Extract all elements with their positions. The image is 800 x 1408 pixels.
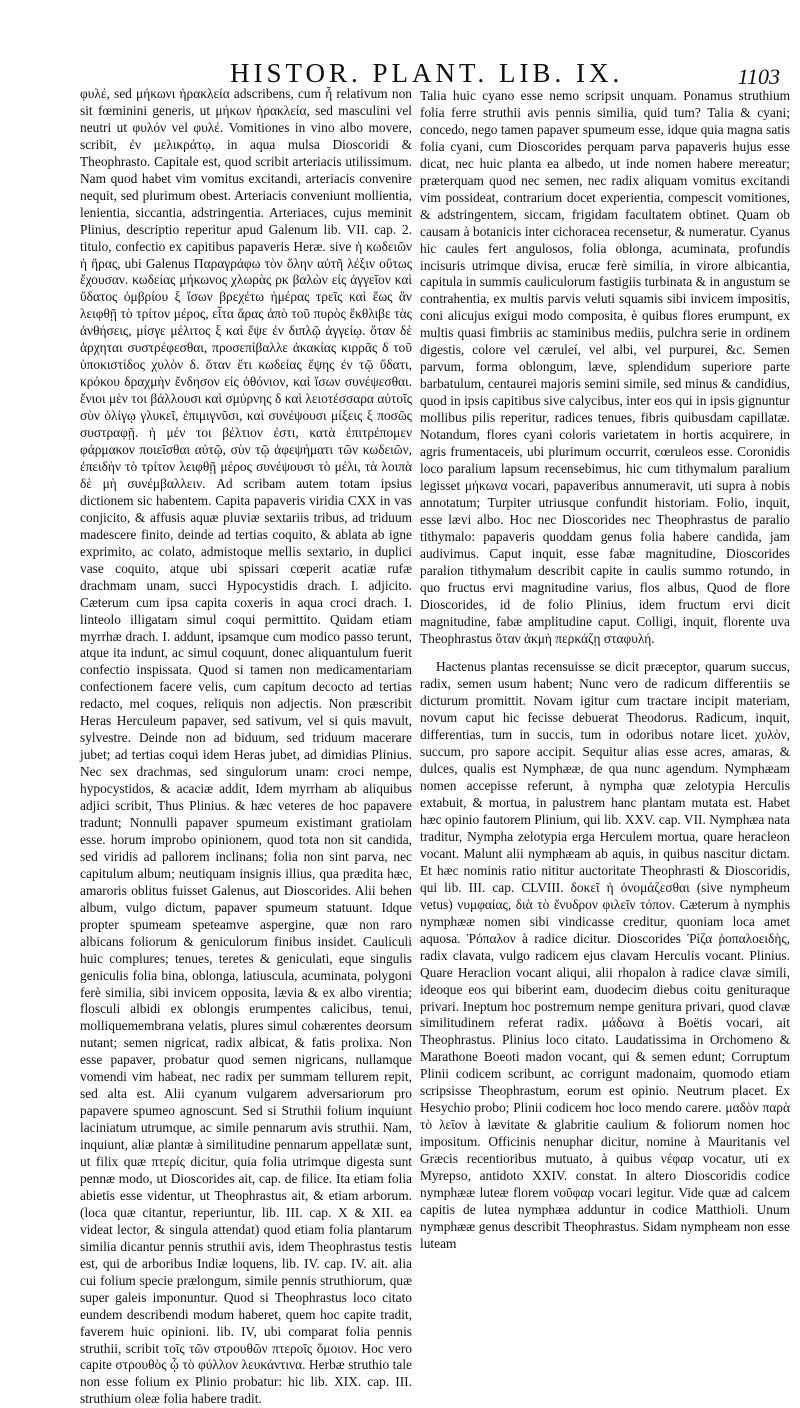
page-number: 1103 [737, 64, 780, 89]
right-paragraph: Talia huic cyano esse nemo scripsit unquam. Ponamus struthium folia ferre struthii avis pennis similia, quid tum? Talia & cyani; concedo, nego tamen papaver spumeum esse, idque quia magna satis folia cyani, cum Dioscorides perquam parva papaveris hujus esse dicat, nec huic planta ea albedo, ut inde nomen habere mereatur; præterquam quod nec semen, nec radix aliquam vomitus excitandi vim possideat, contrarium docet experientia, compescit vomitiones, & adstringentem, siccam, frigidam facultatem obtinet. Quam ob causam à botanicis inter cichoracea recensetur, & numeratur. Cyanus hic caules fert angulosos, folia oblonga, acuminata, profundis incisuris utrimque divisa, erucæ ferè similia, in virore albicantia, capitula in summis cauliculorum fastigiis turbinata & in angustum se contrahentia, ex multis parvis veluti squamis sibi invicem impositis, coni alicujus exigui modo composita, è quibus flores erumpunt, ex multis quasi fimbriis ac staminibus mediis, pulchra serie in ordinem digestis, colore vel cæruleí, vel albi, vel purpurei, &c. Semen parvum, forma oblongum, læve, splendidum superiore parte barbatulum, centaurei majoris semini simile, sed minus & candidius, quod in ipsis capitibus sive calycibus, inter eos qui in ipsis gignuntur mollibus pilis reperitur, radices tenues, fibris quibusdam capillatæ. Notandum, flores cyani coloris varietatem in hortis acquirere, in agris frumentaceis, ubi plurimum occurrit, cœruleos esse. Coronidis loco paralium lapsum recensebimus, hic cum tithymalum paralium legisset μήκωνα vocari, papaveribus annumeravit, uti supra à nobis annotatum; Turpiter utriusque confundit historiam. Folio, inquit, esse lævi albo. Hoc nec Dioscorides nec Theophrastus de paralio tithymalo: papaveris quoddam genus folia habere candida, jam audivimus. Caput inquit, esse fabæ magnitudine, Dioscorides paralion tithymalum describit capite in caulis summo rotundo, in quo fructus ervi magnitudine varius, flos albus, Quod de flore Dioscorides, id de folio Plinius, idem fructum ervi dicit magnitudine, fabæ amplitudine caput. Colligi, inquit, florente uva Theophrastus ὅταν ἀκμὴ περκάζῃ σταφυλή. [420, 88, 790, 646]
right-paragraph: Hactenus plantas recensuisse se dicit præceptor, quarum succus, radix, semen usum habent; Nunc vero de radicum differentiis se dicturum promittit. Novam igitur cum tractare incipit materiam, novum caput hic fecisse debuerat Theodorus. Radicum, inquit, differentias, tum in succis, tum in odoribus notare licet. χυλὸν, succum, pro sapore accipit. Sequitur alias esse acres, amaras, & dulces, qualis est Nymphææ, de qua nunc agendum. Nymphæam nomen accepisse referunt, à nympha quæ zelotypia Herculis extabuit, & mortua, in palustrem hanc plantam mutata est. Habet hæc opinio fautorem Plinium, qui lib. XXV. cap. VII. Nymphæa nata traditur, Nympha zelotypia erga Herculem mortua, quare heracleon vocant. Malunt alii nymphæam ab aquis, in quibus nascitur dictam. Et hæc nominis ratio nititur auctoritate Theophrasti & Dioscoridis, qui lib. III. cap. CLVIII. δοκεῖ ἡ ὀνομάζεσθαι (sive nympheum vetus) νυμφαίας, διὰ τὸ ἔνυδρον φιλεῖν τόπον. Cæterum à nymphis nymphææ nomen sibi vindicasse creditur, quoniam loca amet aquosa. Ῥόπαλον à radice dicitur. Dioscorides Ῥίζα ῥοπαλοειδὴς, radix clavata, vulgo radicem ejus clavam Herculis vocant. Plinius. Quare Heraclion vocant aliqui, alii rhopalon à radice clavæ simili, ideoque eos qui biberint eam, duodecim diebus coitu genituraque privari. Ineptum hoc postremum nempe genitura privari, quod clavæ similitudinem referat radix. μάδωνα à Boëtis vocari, ait Theophrastus. Plinius loco citato. Laudatissima in Orchomeno & Marathone Boeoti madon vocant, qui & semen edunt; Corruptum Plinii codicem scribunt, ac corrigunt madonaim, quomodo etiam scripsisse Theophrastum, eorum est opinio. Neutrum placet. Ex Hesychio probo; Plinii codicem hoc loco mendo carere. μαδὸν παρὰ τὸ λεῖον à lævitate & glabritie caulium & foliorum nomen hoc impositum. Officinis nenuphar dicitur, nomine à Mauritanis vel Græcis recentioribus mutuato, à quibus νέφαρ vocatur, uti ex Myrepso, antidoto XXIV. constat. In altero Dioscoridis codice nymphææ luteæ florem νοῦφαρ vocari legitur. Vide quæ ad calcem capitis de lutea nymphæa adduntur in codice Matthioli. Unum nymphææ genus describit Theophrastus. Sidam nympheam non esse luteam [420, 659, 790, 1251]
left-paragraph: φυλέ, sed μήκωνι ἡρακλεία adscribens, cum ἧ relativum non sit fœminini generis, ut μήκων ἡρακλεία, sed masculini vel neutri ut φυλόν vel φυλέ. Vomitiones in vino albo movere, scribit, ἐν μελικράτῳ, in aqua mulsa Dioscoridi & Theophrasto. Capitale est, quod scribit arteriacis utilissimum. Nam quod habet vim vomitus excitandi, arteriacis convenire nequit, sed plurimum obest. Arteriacis conveniunt mollientia, lenientia, siccantia, adstringentia. Arteriaces, cujus meminit Plinius, descriptio reperitur apud Galenum lib. VII. cap. 2. titulo, confectio ex capitibus papaveris Heræ. sive ἡ κωδειῶν ἡ ἥρας, ubi Galenus Παραγράφω τὸν ὅλην αὐτῆ λέξιν οὕτως ἔχουσαν. κωδείας μήκωνος χλωρὰς ρκ βαλὼν εἰς ἀγγεῖον καὶ ὕδατος ὀμβρίου ξ ἴσων βρεχέτω ἡμέρας τρεῖς καὶ ἕως ἂν λειφθῇ τὸ τρίτον μέρος, εἶτα ἄρας ἀπὸ τοῦ πυρὸς ἔκθλιβε τὰς ἀνθήσεις, μίσγε μέλιτος ξ καὶ ἕψε ἐν διπλῷ ἀγγείῳ. ὅταν δὲ ἀρχηται συστρέφεσθαι, προσεπίβαλλε ἀκακίας κιρρᾶς δ τοῦ ὑποκιστίδος χυλὸν δ. ὅταν ἔτι κωδείας ἕψης ἐν τῷ ὕδατι, κρόκου δραχμὴν ἔνδησον εἰς ὀθόνιον, καὶ ἴσων συνέψεσθαι. ἔνιοι μὲν τοι βάλλουσι καὶ σμύρνης δ καὶ λειοτέσσαρα αὐτοῖς σὺν ὀλίγῳ γλυκεῖ, ἐπιμιγνῦσι, καὶ συνέψουσι μίξεις ξ ποσῶς συστραφῇ. ἡ μέν τοι βέλτιον ἐστι, κατὰ ἐπιτρέπομεν φάρμακον ποιεῖσθαι αὐτῷ, σὺν τῷ ἀφεψήματι τῶν κωδειῶν, ἐπειδὴν τὸ τρίτον λειφθῇ μέρος συνέψουσι τὸ μέλι, τὰ λοιπὰ δὲ μὴ συνέμβαλλειν. Ad scribam autem totam ipsius dictionem sic habentem. Capita papaveris viridia CXX in vas conjicito, & affusis aquæ pluviæ sextariis tribus, ad triduum madescere finito, deinde ad tertias coquito, & ablata ab igne exprimito, ac colato, admistoque mellis sextario, in duplici vase coquito, atque ubi spissari cœperit acatiæ rufæ drachmam unam, succi Hypocystidis drach. I. adjicito. Cæterum cum ipsa capita coxeris in aqua croci drach. I. linteolo illigatam simul coqui permittito. Quidam etiam myrrhæ drach. I. addunt, ipsamque cum modico passo terunt, atque ita indunt, ac simul coquunt, donec aliquantulum fuerit confectio inspissata. Quod si tamen non medicamentariam confectionem facere velis, cum capitum decocto ad tertias redacto, mel coques, reliquis non adjectis. Non præscribit Heras Herculeum papaver, sed sativum, vel si quis mavult, sylvestre. Deinde non ad biduum, sed triduum macerare jubet; ad tertias coqui idem Heras jubet, ad dimidias Plinius. Nec sex drachmas, sed singulorum unam: croci nempe, hypocystidos, & acaciæ addit, Idem myrrham ab aliquibus adjici scribit, Thus Plinius. & hæc veteres de hoc papavere tradunt; Nonnulli papaver spumeum existimant gratiolam esse. horum improbo opinionem, quod tota non sit candida, sed viridis ad pallorem inclinans; folia non sint parva, nec capitulum album; neutiquam insignis illius, qua prædita hæc, amaroris oblitus fuisset Galenus, aut Dioscorides. Alii behen album, vulgo dictum, papaver spumeum statuunt. Idque propter spumeam speteamve aspergine, quæ non raro albicans foliorum & geniculorum finibus insidet. Cauliculi huic complures; tenues, teretes & geniculati, eque singulis geniculis folia bina, oblonga, latiuscula, acuminata, polygoni ferè similia, sibi invicem opposita, lævia & ex albo virentia; flosculi albidi ex oblongis erumpentes calicibus, tenui, molliquemembrana velatis, plures simul cohærentes deorsum nutant; semen nigricat, radix albicat, & fatis prolixa. Non esse papaver, probatur quod semen nigricans, nullamque vomendi vim habeat, nec radix per summam tellurem repit, sed alta est. Alii cyanum vulgarem adversariorum pro papavere spumeo agnoscunt. Sed si Struthii folium inquiunt laciniatum utrumque, ac simile pennarum avis struthii. Nam, inquiunt, aliæ plantæ à similitudine pennarum appellatæ sunt, ut filix quæ πτερίς dicitur, quia folia utrimque digesta sunt pennæ modo, ut Dioscorides ait, cap. de filice. Ita etiam folia abietis esse videntur, ut Theophrastus ait, & etiam arborum. (loca quæ citantur, reperiuntur, lib. III. cap. X & XII. ea videat lector, & singula attendat) quod etiam folia plantarum similia dicantur pennis struthii avis, idem Theophrastus testis est, qui de arboribus Indiæ loquens, lib. IV. cap. IV. ait. alia cui folium specie prælongum, simile pennis struthiorum, quæ super galeis imponuntur. Quod si Theophrastus loco citato eundem describendi modum haberet, quem hoc capite tradit, faverem huic opinioni. lib. IV, ubi comparat folia pennis struthii, scribit τοῖς τῶν στρουθῶν πτεροῖς ὅμοιον. Hoc vero capite στρουθὸς ᾧ τὸ φύλλον λευκάντινα. Herbæ struthio tale non esse folium ex Plinio probatur: hic lib. XIX. cap. III. struthium oleæ folia habere tradit. [80, 86, 412, 1407]
left-column [80, 86, 412, 1407]
column-gutter [412, 90, 413, 1300]
running-head: HISTOR. PLANT. LIB. IX. [230, 58, 624, 88]
right-column [420, 88, 790, 1313]
